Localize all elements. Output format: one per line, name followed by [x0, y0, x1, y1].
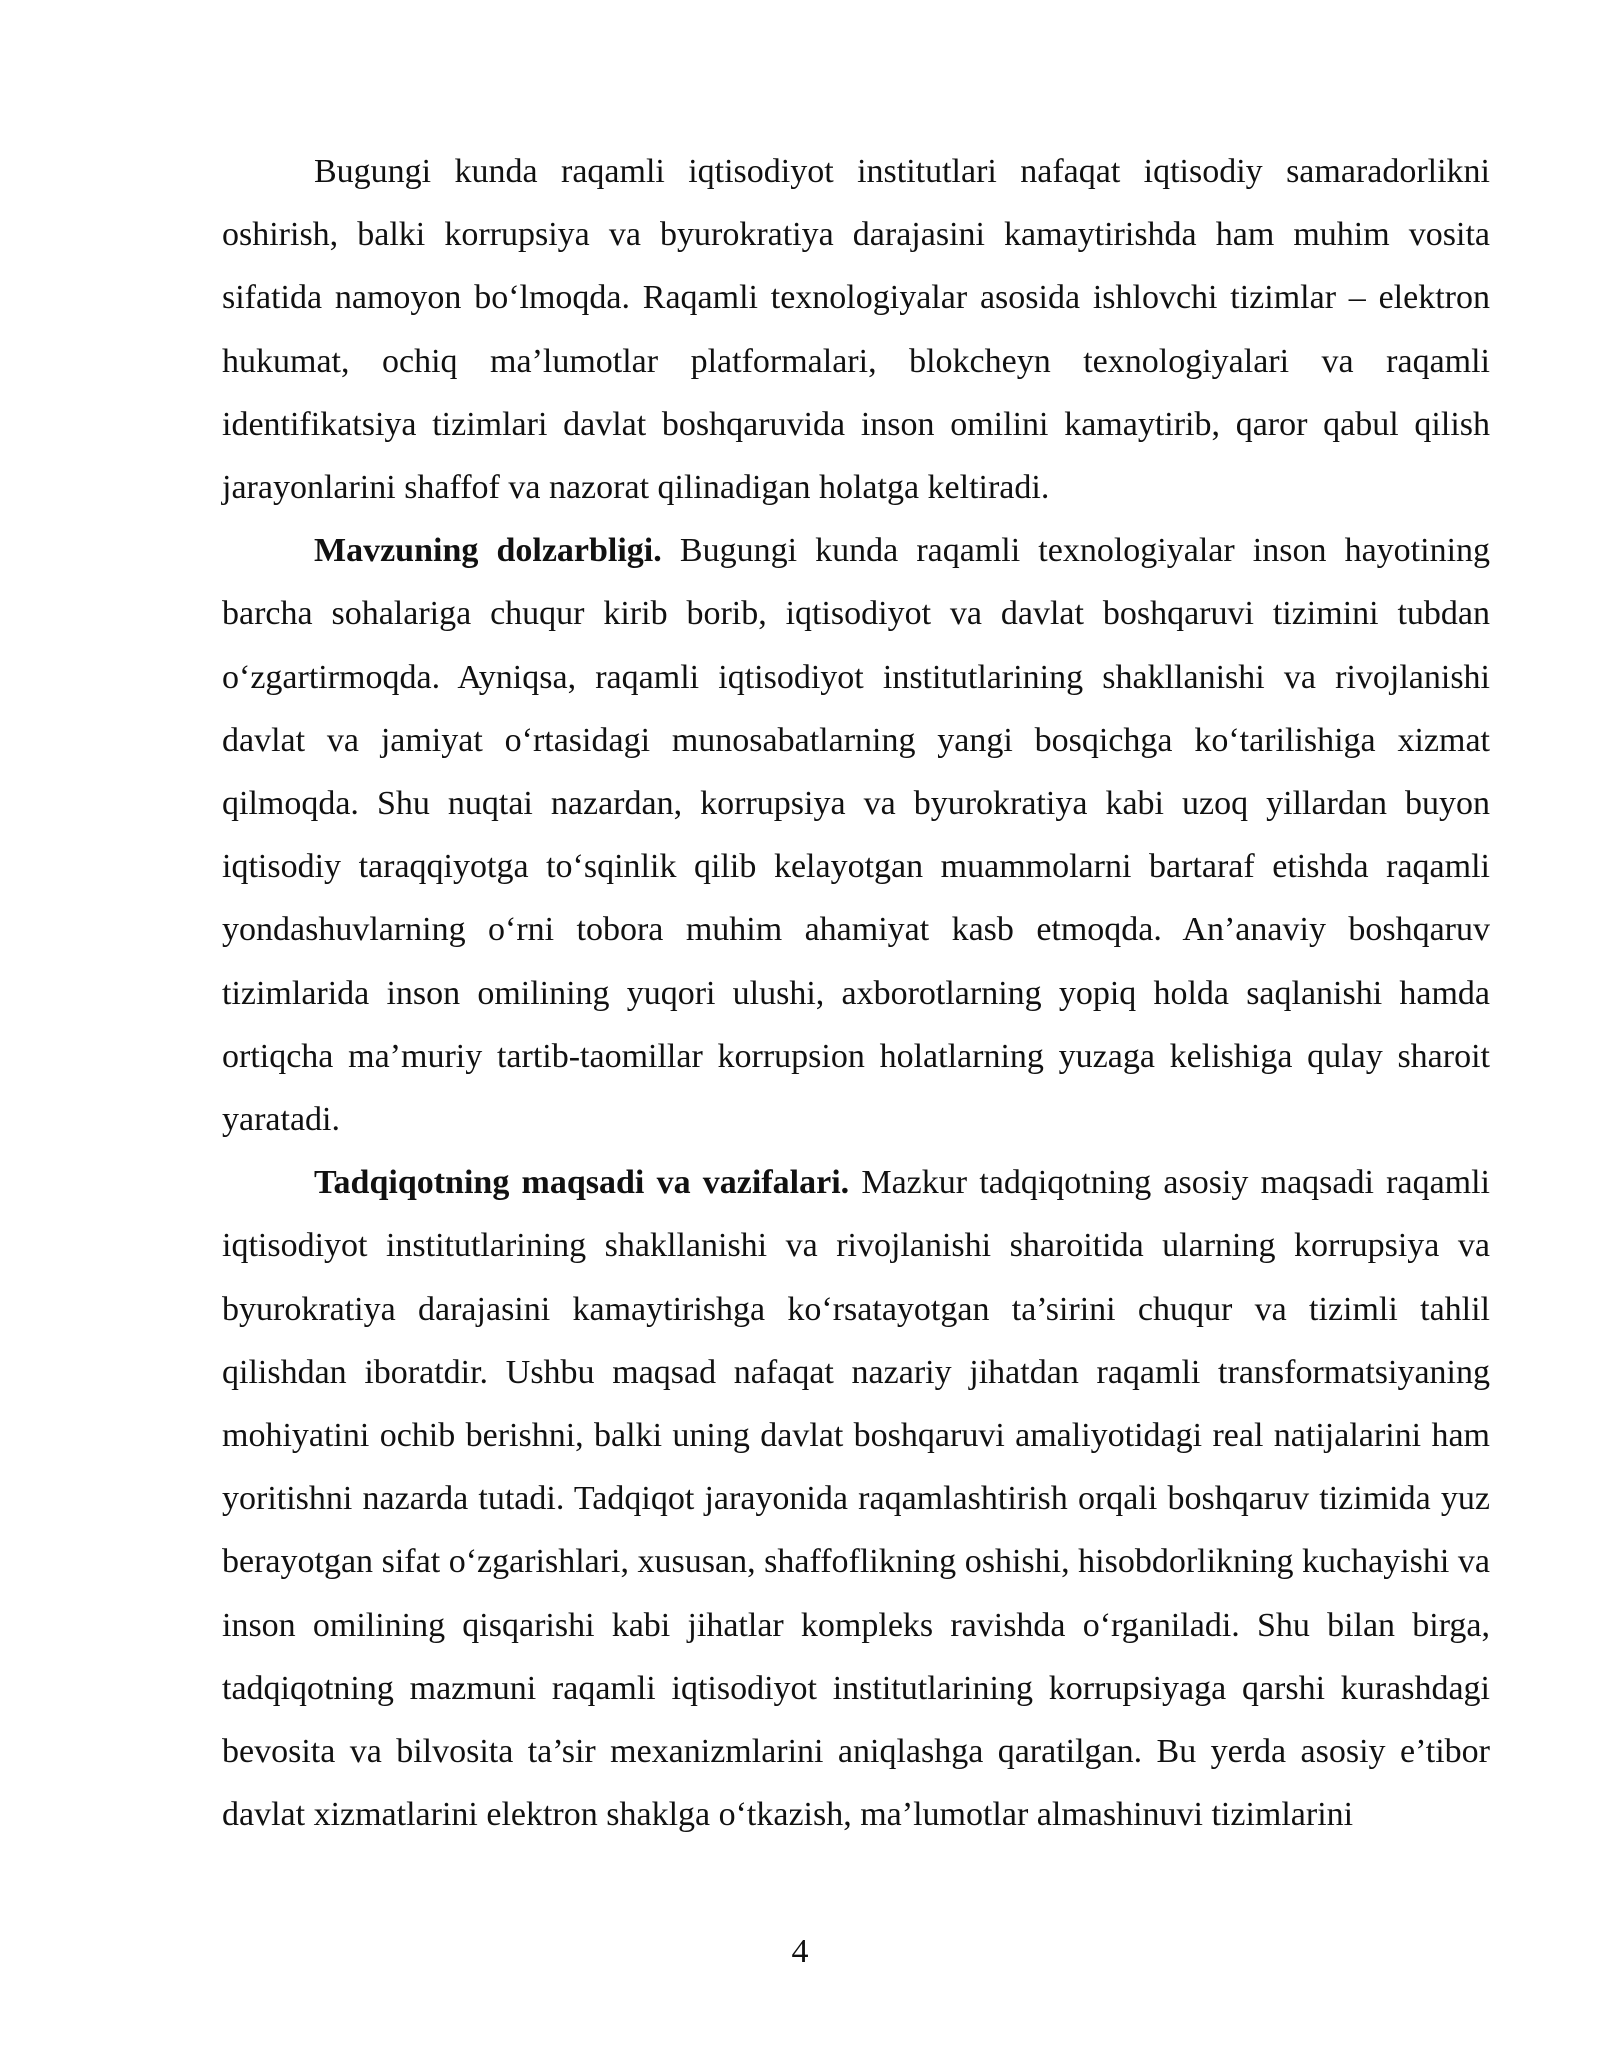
paragraph-objectives-heading: Tadqiqotning maqsadi va vazifalari. — [314, 1164, 850, 1202]
page-number: 4 — [791, 1933, 809, 1970]
paragraph-objectives-text: Mazkur tadqiqotning asosiy maqsadi raqamli iqtisodiyot institutlarining shakllanishi va rivojlanishi sharoitida ularning korrupsiya va byurokratiya darajasini kamaytirishga ko‘rsatayotgan ta’sirini chuqur va tizimli tahlil qilishdan iboratdir. Ushbu maqsad nafaqat nazariy jihatdan raqamli transformatsiyaning mohiyatini ochib berishni, balki uning davlat boshqaruvi amaliyotidagi real natijalarini ham yoritishni nazarda tutadi. Tadqiqot jarayonida raqamlashtirish orqali boshqaruv tizimida yuz berayotgan sifat o‘zgarishlari, xususan, shaffoflikning oshishi, hisobdorlikning kuchayishi va inson omilining qisqarishi kabi jihatlar kompleks ravishda o‘rganiladi. Shu bilan birga, tadqiqotning mazmuni raqamli iqtisodiyot institutlarining korrupsiyaga qarshi kurashdagi bevosita va bilvosita ta’sir mexanizmlarini aniqlashga qaratilgan. Bu yerda asosiy e’tibor davlat xizmatlarini elektron shaklga o‘tkazish, ma’lumotlar almashinuvi tizimlarini — [222, 1164, 1490, 1834]
paragraph-relevance — [222, 519, 1490, 1151]
paragraph-relevance-heading: Mavzuning dolzarbligi. — [314, 532, 662, 570]
paragraph-relevance-text: Bugungi kunda raqamli texnologiyalar inson hayotining barcha sohalariga chuqur kirib borib, iqtisodiyot va davlat boshqaruvi tizimini tubdan o‘zgartirmoqda. Ayniqsa, raqamli iqtisodiyot institutlarining shakllanishi va rivojlanishi davlat va jamiyat o‘rtasidagi munosabatlarning yangi bosqichga ko‘tarilishiga xizmat qilmoqda. Shu nuqtai nazardan, korrupsiya va byurokratiya kabi uzoq yillardan buyon iqtisodiy taraqqiyotga to‘sqinlik qilib kelayotgan muammolarni bartaraf etishda raqamli yondashuvlarning o‘rni tobora muhim ahamiyat kasb etmoqda. An’anaviy boshqaruv tizimlarida inson omilining yuqori ulushi, axborotlarning yopiq holda saqlanishi hamda ortiqcha ma’muriy tartib-taomillar korrupsion holatlarning yuzaga kelishiga qulay sharoit yaratadi. — [222, 532, 1491, 1139]
paragraph-intro — [222, 140, 1490, 519]
document-body — [222, 140, 1490, 1846]
paragraph-objectives — [222, 1151, 1490, 1846]
paragraph-intro-text: Bugungi kunda raqamli iqtisodiyot institutlari nafaqat iqtisodiy samaradorlikni oshirish, balki korrupsiya va byurokratiya darajasini kamaytirishda ham muhim vosita sifatida namoyon bo‘lmoqda. Raqamli texnologiyalar asosida ishlovchi tizimlar – elektron hukumat, ochiq ma’lumotlar platformalari, blokcheyn texnologiyalari va raqamli identifikatsiya tizimlari davlat boshqaruvida inson omilini kamaytirib, qaror qabul qilish jarayonlarini shaffof va nazorat qilinadigan holatga keltiradi. — [222, 153, 1490, 507]
